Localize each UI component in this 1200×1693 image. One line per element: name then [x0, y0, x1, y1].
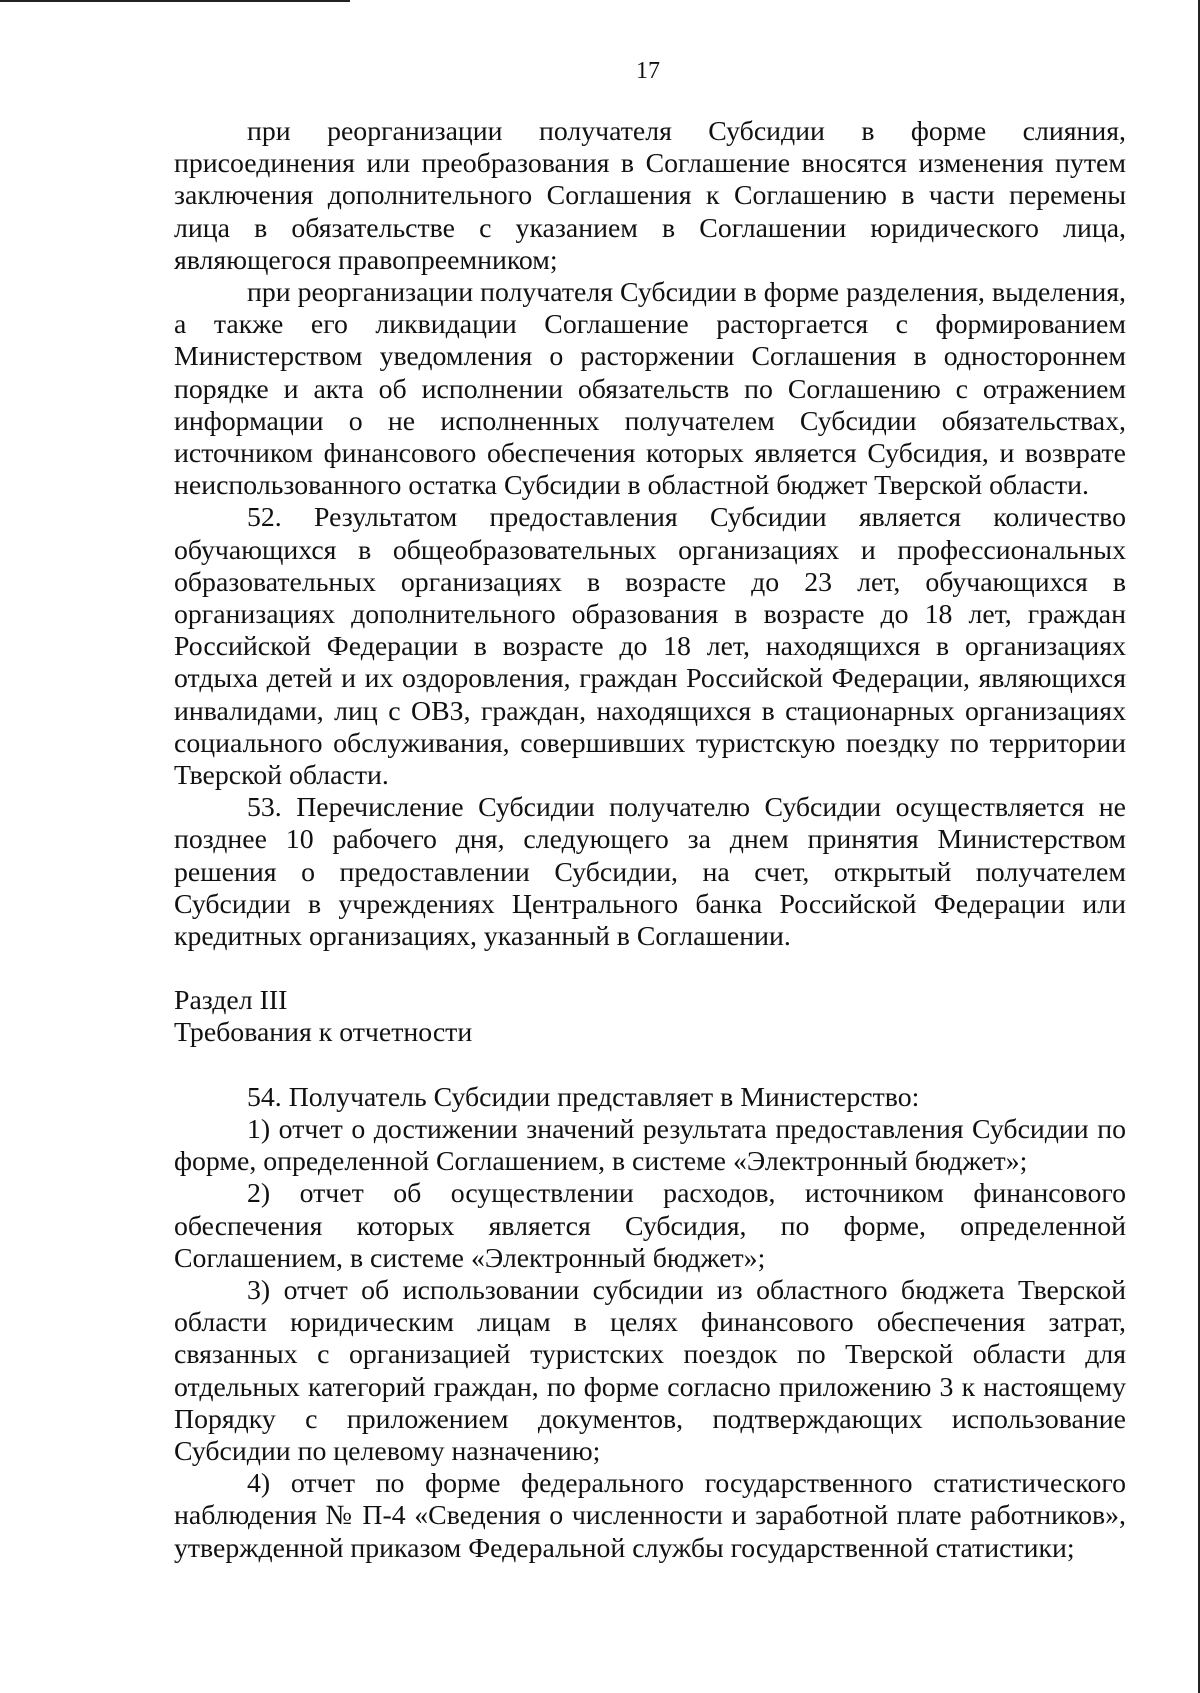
paragraph-reorganization-division: при реорганизации получателя Субсидии в форме разделения, выделения, а также его ликвидации Соглашение расторгается с формированием Министерством уведомления о расторжении Соглашения в одностороннем порядке и акта об исполнении обязательств по Соглашению с отражением информации о не исполненных получателем Субсидии обязательствах, источником финансового обеспечения которых является Субсидия, и возврате неиспользованного остатка Субсидии в областной бюджет Тверской области. — [174, 277, 1126, 502]
paragraph-reorganization-merger: при реорганизации получателя Субсидии в форме слияния, присоединения или преобразования в Соглашение вносятся изменения путем заключения дополнительного Соглашения к Соглашению в части перемены лица в обязательстве с указанием в Соглашении юридического лица, являющегося правопреемником; — [174, 116, 1126, 276]
scan-border-top — [0, 0, 350, 2]
list-item-1: 1) отчет о достижении значений результата предоставления Субсидии по форме, определенной Соглашением, в системе «Электронный бюджет»; — [174, 1113, 1126, 1178]
list-item-2: 2) отчет об осуществлении расходов, источником финансового обеспечения которых является Субсидия, по форме, определенной Соглашением, в системе «Электронный бюджет»; — [174, 1178, 1126, 1274]
list-item-3: 3) отчет об использовании субсидии из областного бюджета Тверской области юридическим лицам в целях финансового обеспечения затрат, связанных с организацией туристских поездок по Тверской области для отдельных категорий граждан, по форме согласно приложению 3 к настоящему Порядку с приложением документов, подтверждающих использование Субсидии по целевому назначению; — [174, 1274, 1126, 1467]
list-item-4: 4) отчет по форме федерального государственного статистического наблюдения № П-4 «Сведения о численности и заработной плате работников», утвержденной приказом Федеральной службы государственной статистики; — [174, 1468, 1126, 1564]
paragraph-53-transfer: 53. Перечисление Субсидии получателю Субсидии осуществляется не позднее 10 рабочего дня, следующего за днем принятия Министерством решения о предоставлении Субсидии, на счет, открытый получателем Субсидии в учреждениях Центрального банка Российской Федерации или кредитных организациях, указанный в Соглашении. — [174, 792, 1126, 953]
page-number: 17 — [636, 58, 660, 84]
paragraph-52-result: 52. Результатом предоставления Субсидии является количество обучающихся в общеобразовательных организациях и профессиональных образовательных организациях в возрасте до 23 лет, обучающихся в организациях дополнительного образования в возрасте до 18 лет, граждан Российской Федерации в возрасте до 18 лет, находящихся в организациях отдыха детей и их оздоровления, граждан Российской Федерации, являющихся инвалидами, лиц с ОВЗ, граждан, находящихся в стационарных организациях социального обслуживания, совершивших туристскую поездку по территории Тверской области. — [174, 502, 1126, 792]
paragraph-54-intro: 54. Получатель Субсидии представляет в Министерство: — [247, 1081, 920, 1113]
section-title: Требования к отчетности — [174, 1017, 473, 1049]
section-label: Раздел III — [174, 985, 288, 1017]
document-body — [174, 116, 1126, 1565]
